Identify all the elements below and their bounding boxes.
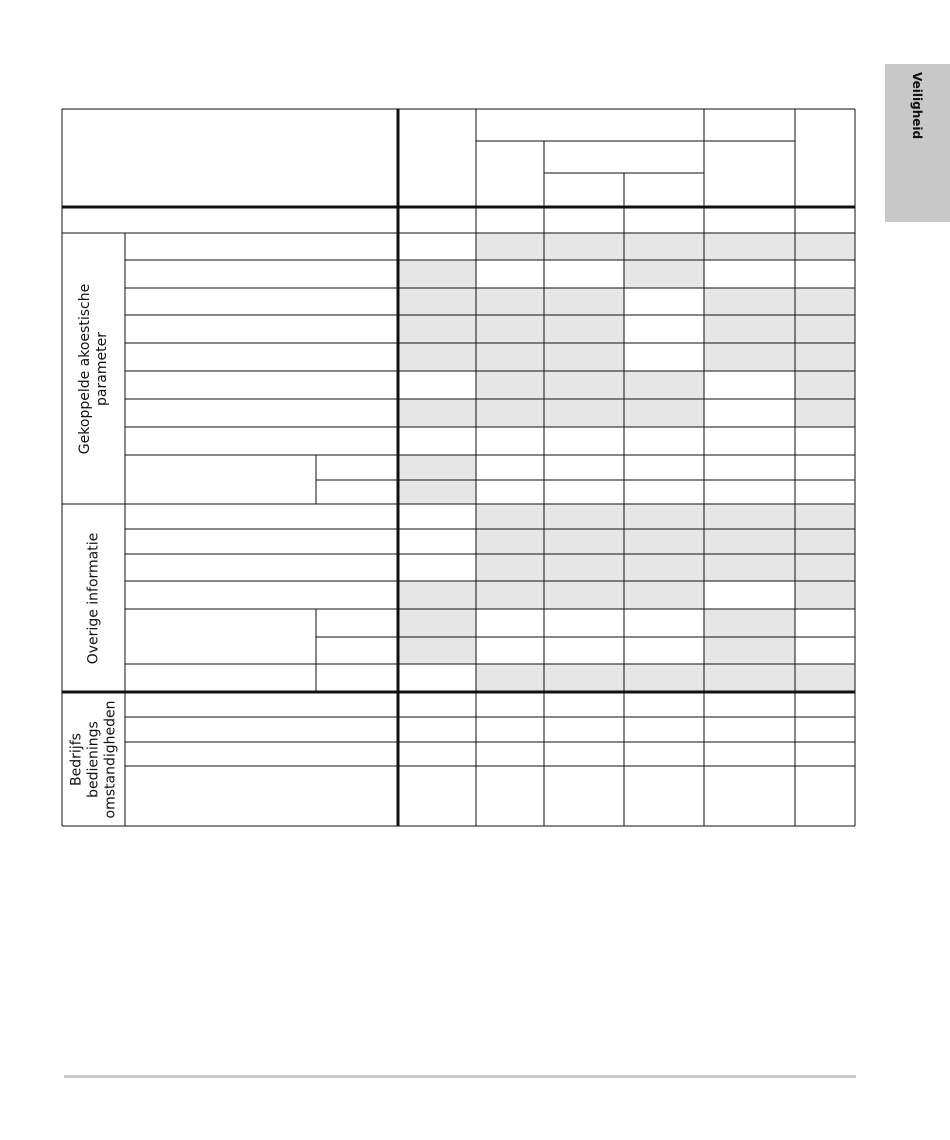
shaded-cell-acoustic: [398, 455, 476, 480]
group-label-acoustic-line-1: Gekoppelde akoestische: [76, 283, 93, 454]
shaded-cell-other: [544, 664, 624, 692]
shaded-cell-acoustic: [544, 288, 624, 315]
shaded-cell-other: [624, 664, 704, 692]
shaded-cell-other: [624, 581, 704, 609]
shaded-cell-acoustic: [476, 233, 544, 260]
shaded-cell-acoustic: [476, 343, 544, 371]
shaded-cell-acoustic: [624, 260, 704, 288]
shaded-cell-acoustic: [398, 480, 476, 504]
group-label-operating-line-1: Bedrijfs: [67, 732, 84, 786]
shaded-cell-acoustic: [704, 233, 795, 260]
shaded-cell-other: [544, 529, 624, 554]
shaded-cell-other: [476, 581, 544, 609]
shaded-cell-acoustic: [398, 315, 476, 343]
shaded-cell-acoustic: [795, 399, 855, 427]
shaded-cell-acoustic: [476, 399, 544, 427]
shaded-cell-acoustic: [795, 371, 855, 399]
shaded-cell-other: [476, 554, 544, 581]
shaded-cell-other: [398, 609, 476, 637]
group-label-operating-line-2: bedienings: [84, 720, 101, 798]
shaded-cell-acoustic: [476, 371, 544, 399]
shaded-cell-acoustic: [398, 399, 476, 427]
shaded-cell-other: [704, 529, 795, 554]
shaded-cell-other: [704, 637, 795, 664]
shaded-cell-other: [476, 529, 544, 554]
shaded-cell-acoustic: [398, 260, 476, 288]
footer-rule: [64, 1075, 856, 1078]
shaded-cell-other: [704, 664, 795, 692]
shaded-cell-other: [544, 554, 624, 581]
shaded-cell-other: [398, 581, 476, 609]
shaded-cell-other: [544, 504, 624, 529]
shaded-cell-acoustic: [704, 315, 795, 343]
shaded-cell-other: [624, 504, 704, 529]
group-label-other-line-1: Overige informatie: [84, 532, 101, 664]
shaded-cell-other: [476, 504, 544, 529]
shaded-cell-acoustic: [544, 233, 624, 260]
shaded-cell-acoustic: [795, 233, 855, 260]
group-label-other: [85, 532, 102, 664]
shaded-cell-acoustic: [624, 399, 704, 427]
shaded-cell-other: [398, 637, 476, 664]
shaded-cell-other: [795, 664, 855, 692]
shaded-cell-acoustic: [704, 343, 795, 371]
shaded-cell-acoustic: [795, 343, 855, 371]
shaded-cell-acoustic: [544, 399, 624, 427]
shaded-cell-other: [624, 529, 704, 554]
shaded-cell-acoustic: [795, 315, 855, 343]
shaded-cell-other: [704, 554, 795, 581]
side-tab-label: Veiligheid: [910, 72, 924, 140]
shaded-cell-other: [704, 504, 795, 529]
shaded-cell-other: [795, 504, 855, 529]
shaded-cell-acoustic: [398, 288, 476, 315]
shaded-cell-other: [795, 529, 855, 554]
shaded-cell-other: [476, 664, 544, 692]
shaded-cell-acoustic: [624, 371, 704, 399]
shaded-cell-acoustic: [398, 343, 476, 371]
shaded-cell-other: [624, 554, 704, 581]
shaded-cell-other: [544, 581, 624, 609]
shaded-cell-other: [795, 581, 855, 609]
shaded-cell-acoustic: [544, 315, 624, 343]
group-label-acoustic-line-2: parameter: [93, 331, 110, 406]
shaded-cell-acoustic: [476, 315, 544, 343]
shaded-cell-acoustic: [624, 233, 704, 260]
shaded-cell-acoustic: [476, 288, 544, 315]
group-label-acoustic: [77, 283, 111, 453]
shaded-cell-other: [795, 554, 855, 581]
group-label-operating: [68, 700, 119, 818]
shaded-cell-other: [704, 609, 795, 637]
shaded-cell-acoustic: [544, 343, 624, 371]
shaded-cell-acoustic: [544, 371, 624, 399]
shaded-cell-acoustic: [704, 288, 795, 315]
shaded-cell-acoustic: [795, 288, 855, 315]
group-label-operating-line-3: omstandigheden: [101, 700, 118, 818]
